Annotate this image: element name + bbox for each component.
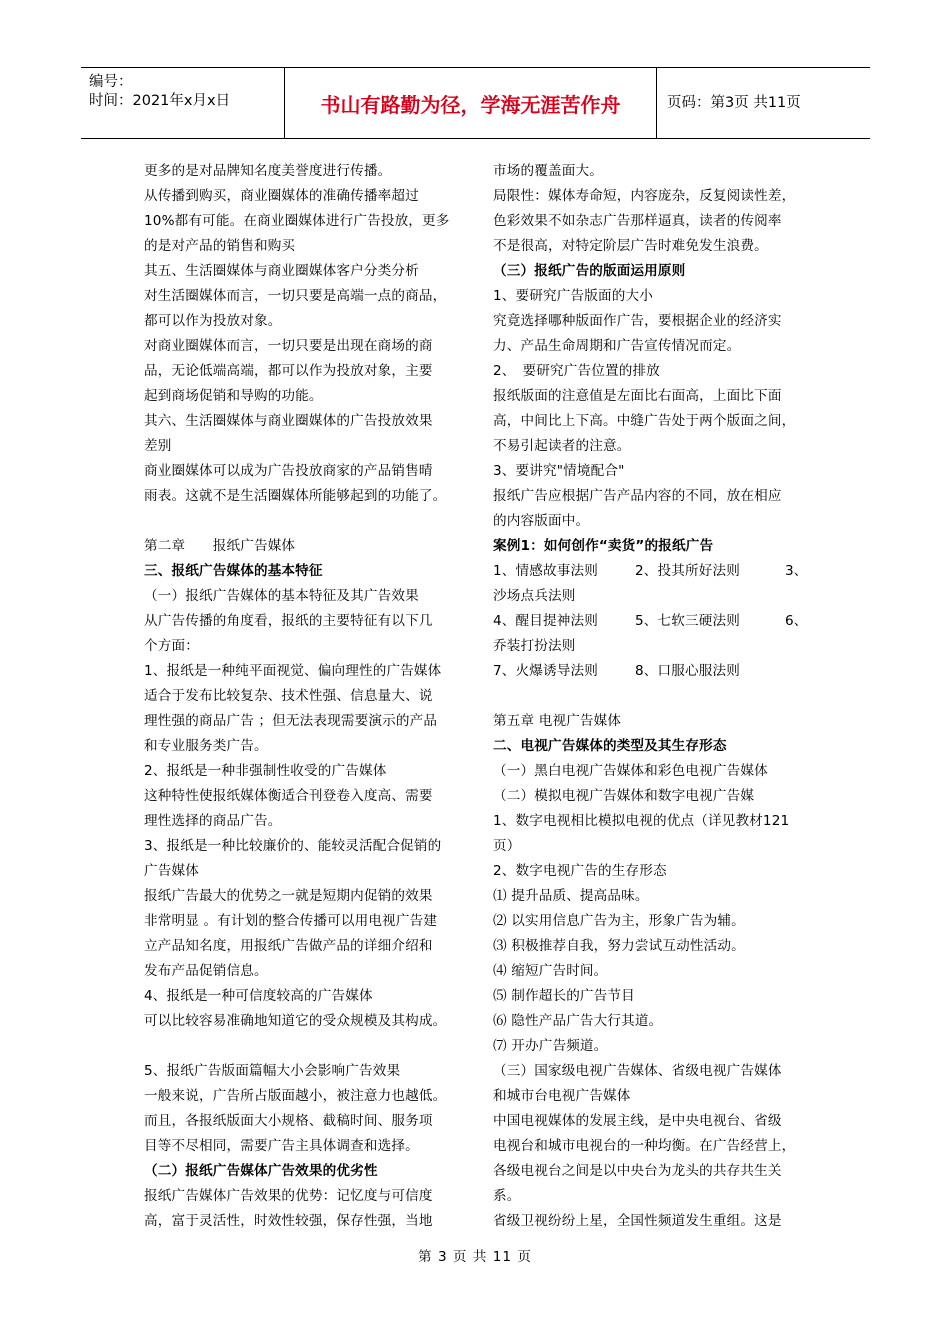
text-line: 报纸广告媒体广告效果的优势：记忆度与可信度: [144, 1188, 433, 1204]
text-line: 不易引起读者的注意。: [493, 438, 631, 454]
text-line: 省级卫视纷纷上星，全国性频道发生重组。这是: [493, 1213, 782, 1229]
text-line: 理性选择的商品广告。: [144, 813, 282, 829]
text-line: ⑴ 提升品质、提高品味。: [493, 888, 649, 904]
text-line: 力、产品生命周期和广告宣传情况而定。: [493, 338, 741, 354]
text-line: 品，无论低端高端，都可以作为投放对象，主要: [144, 363, 433, 379]
text-line: （一）黑白电视广告媒体和彩色电视广告媒体: [493, 763, 768, 779]
header-page-cell: [657, 68, 870, 138]
text-line: 2、报纸是一种非强制性收受的广告媒体: [144, 763, 387, 779]
text-line: 从广告传播的角度看，报纸的主要特征有以下几: [144, 613, 433, 629]
text-line: 究竟选择哪种版面作广告，要根据企业的经济实: [493, 313, 782, 329]
text-line: ⑹ 隐性产品广告大行其道。: [493, 1013, 663, 1029]
text-line: 的是对产品的销售和购买: [144, 238, 296, 254]
text-line: 和城市台电视广告媒体: [493, 1088, 631, 1104]
text-line: 2、数字电视广告的生存形态: [493, 863, 667, 879]
text-line: 的内容版面中。: [493, 513, 590, 529]
section-heading: （二）报纸广告媒体广告效果的优劣性: [144, 1163, 378, 1179]
text-line: 理性强的商品广告 ；但无法表现需要演示的产品: [144, 713, 438, 729]
rule-item: 2、投其所好法则: [635, 563, 741, 579]
rule-item: 7、火爆诱导法则: [493, 663, 599, 679]
text-line: 从传播到购买，商业圈媒体的准确传播率超过: [144, 188, 419, 204]
text-line: 2、 要研究广告位置的排放: [493, 363, 660, 379]
text-line: 对商业圈媒体而言，一切只要是出现在商场的商: [144, 338, 433, 354]
text-line: 雨表。这就不是生活圈媒体所能够起到的功能了。: [144, 488, 447, 504]
text-line: [493, 559, 816, 584]
text-line: 各级电视台之间是以中央台为龙头的共存共生关: [493, 1163, 782, 1179]
text-line: [144, 509, 466, 534]
text-line: 商业圈媒体可以成为广告投放商家的产品销售晴: [144, 463, 433, 479]
section-heading: 案例1：如何创作“卖货”的报纸广告: [493, 538, 714, 554]
text-line: [144, 1034, 466, 1059]
rule-item: 4、醒目提神法则: [493, 613, 599, 629]
rule-item: 1、情感故事法则: [493, 563, 599, 579]
text-line: 3、报纸是一种比较廉价的、能较灵活配合促销的: [144, 838, 442, 854]
text-line: 和专业服务类广告。: [144, 738, 268, 754]
text-line: 报纸版面的注意值是左面比右面高，上面比下面: [493, 388, 782, 404]
text-line: 1、要研究广告版面的大小: [493, 288, 653, 304]
text-line: 5、报纸广告版面篇幅大小会影响广告效果: [144, 1063, 401, 1079]
text-line: ⑺ 开办广告频道。: [493, 1038, 608, 1054]
text-line: ⑸ 制作超长的广告节目: [493, 988, 635, 1004]
text-line: 电视台和城市电视台的一种均衡。在广告经营上，: [493, 1138, 796, 1154]
text-line: 4、报纸是一种可信度较高的广告媒体: [144, 988, 373, 1004]
text-line: [493, 659, 816, 684]
date-label: 时间：2021年x月x日: [89, 93, 231, 109]
text-line: 高，中间比上下高。中缝广告处于两个版面之间，: [493, 413, 796, 429]
text-line: [493, 684, 816, 709]
text-line: 沙场点兵法则: [493, 588, 576, 604]
text-line: （二）模拟电视广告媒体和数字电视广告媒: [493, 788, 755, 804]
text-line: [493, 609, 816, 634]
section-heading: 二、电视广告媒体的类型及其生存形态: [493, 738, 727, 754]
text-line: 更多的是对品牌知名度美誉度进行传播。: [144, 163, 392, 179]
text-line: 报纸广告最大的优势之一就是短期内促销的效果: [144, 888, 433, 904]
text-line: 立产品知名度，用报纸广告做产品的详细介绍和: [144, 938, 433, 954]
text-line: 目等不尽相同，需要广告主具体调查和选择。: [144, 1138, 419, 1154]
page-footer: 第 3 页 共 11 页: [418, 1249, 532, 1265]
text-line: 差别: [144, 438, 172, 454]
text-line: （一）报纸广告媒体的基本特征及其广告效果: [144, 588, 419, 604]
text-line: 其五、生活圈媒体与商业圈媒体客户分类分析: [144, 263, 419, 279]
rule-item: 3、: [785, 563, 808, 579]
text-line: 系。: [493, 1188, 521, 1204]
right-text-column: [493, 159, 816, 1234]
text-line: 中国电视媒体的发展主线，是中央电视台、省级: [493, 1113, 782, 1129]
text-line: 3、要讲究"情境配合": [493, 463, 625, 479]
text-line: 发布产品促销信息。: [144, 963, 268, 979]
text-line: 个方面：: [144, 638, 199, 654]
text-line: 局限性：媒体寿命短，内容庞杂，反复阅读性差，: [493, 188, 796, 204]
left-text-column: [144, 159, 466, 1234]
rule-item: 8、口服心服法则: [635, 663, 741, 679]
motto-text: 书山有路勤为径，学海无涯苦作舟: [320, 93, 621, 117]
text-line: 适合于发布比较复杂、技术性强、信息量大、说: [144, 688, 433, 704]
text-line: 广告媒体: [144, 863, 199, 879]
text-line: 这种特性使报纸媒体衡适合刊登卷入度高、需要: [144, 788, 433, 804]
text-line: 而且，各报纸版面大小规格、截稿时间、服务项: [144, 1113, 433, 1129]
text-line: ⑵ 以实用信息广告为主，形象广告为辅。: [493, 913, 745, 929]
text-line: 可以比较容易准确地知道它的受众规模及其构成。: [144, 1013, 447, 1029]
header-meta-cell: [81, 68, 285, 138]
page-info: 页码：第3页 共11页: [667, 95, 801, 111]
text-line: 市场的覆盖面大。: [493, 163, 603, 179]
text-line: 报纸广告应根据广告产品内容的不同，放在相应: [493, 488, 782, 504]
section-heading: 三、报纸广告媒体的基本特征: [144, 563, 323, 579]
text-line: （三）国家级电视广告媒体、省级电视广告媒体: [493, 1063, 782, 1079]
text-line: 起到商场促销和导购的功能。: [144, 388, 323, 404]
text-line: 10%都有可能。在商业圈媒体进行广告投放，更多: [144, 213, 450, 229]
text-line: 高，富于灵活性，时效性较强，保存性强，当地: [144, 1213, 433, 1229]
text-line: 页）: [493, 838, 521, 854]
text-line: 第五章 电视广告媒体: [493, 713, 622, 729]
text-line: 色彩效果不如杂志广告那样逼真，读者的传阅率: [493, 213, 782, 229]
text-line: 都可以作为投放对象。: [144, 313, 282, 329]
text-line: 非常明显 。有计划的整合传播可以用电视广告建: [144, 913, 438, 929]
text-line: 1、报纸是一种纯平面视觉、偏向理性的广告媒体: [144, 663, 442, 679]
text-line: 乔装打扮法则: [493, 638, 576, 654]
text-line: ⑷ 缩短广告时间。: [493, 963, 608, 979]
page-header: [81, 67, 870, 139]
header-motto-cell: [285, 68, 657, 138]
text-line: 其六、生活圈媒体与商业圈媒体的广告投放效果: [144, 413, 433, 429]
section-heading: （三）报纸广告的版面运用原则: [493, 263, 686, 279]
text-line: 不是很高，对特定阶层广告时难免发生浪费。: [493, 238, 768, 254]
text-line: 一般来说，广告所占版面越小，被注意力也越低。: [144, 1088, 447, 1104]
text-line: 1、数字电视相比模拟电视的优点（详见教材121: [493, 813, 790, 829]
rule-item: 5、七软三硬法则: [635, 613, 741, 629]
text-line: 对生活圈媒体而言，一切只要是高端一点的商品，: [144, 288, 447, 304]
rule-item: 6、: [785, 613, 808, 629]
text-line: 第二章 报纸广告媒体: [144, 538, 296, 554]
serial-label: 编号：: [89, 74, 133, 90]
text-line: ⑶ 积极推荐自我，努力尝试互动性活动。: [493, 938, 745, 954]
